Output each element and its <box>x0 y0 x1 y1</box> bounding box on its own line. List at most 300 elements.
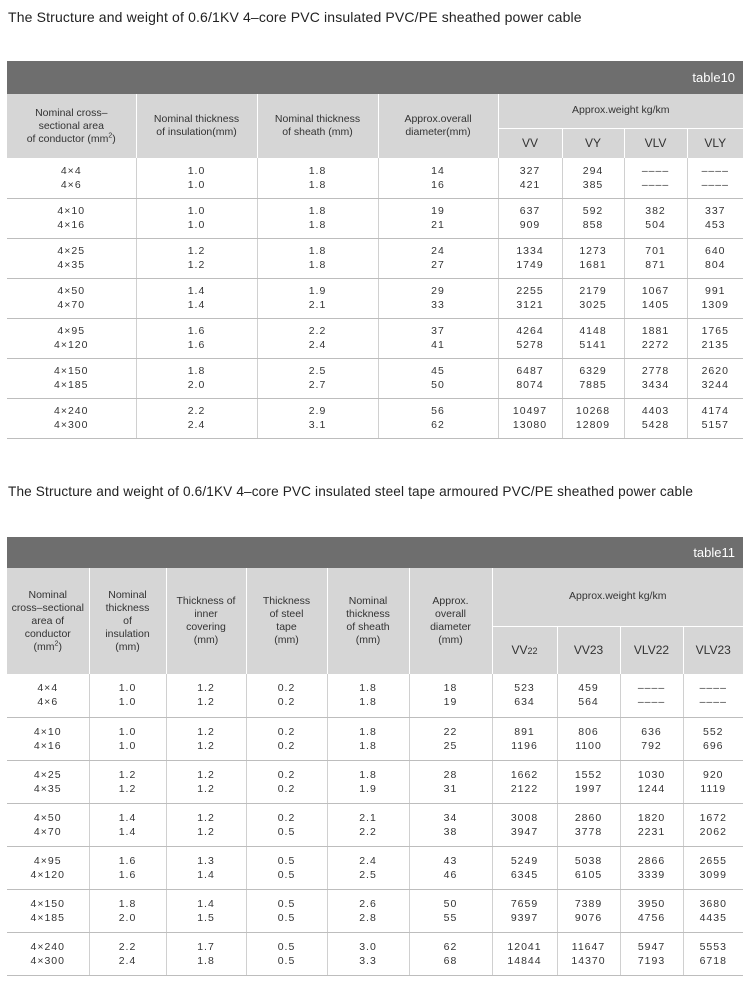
cell-value: 1.6 <box>118 868 137 881</box>
cell-value: 14370 <box>571 954 606 967</box>
cell-value: 0.5 <box>277 897 296 910</box>
header-inner-covering-thickness: Thickness of inner covering (mm) <box>166 568 246 674</box>
cell-dia <box>409 760 492 803</box>
table-row <box>7 803 743 846</box>
cell-value: 3950 <box>637 897 666 910</box>
cell-value: 1681 <box>579 259 607 271</box>
cell-w4 <box>683 674 743 717</box>
cell-value: 3244 <box>701 379 729 391</box>
cell-value: 1.0 <box>118 682 137 695</box>
cell-w3 <box>624 198 687 238</box>
cell-w2 <box>562 358 624 398</box>
cell-value: 4×240 <box>54 405 89 417</box>
cell-value: 7885 <box>579 379 607 391</box>
cell-value: 41 <box>431 339 445 351</box>
cell-value: 1.8 <box>308 219 327 231</box>
cell-ins <box>89 717 166 760</box>
cell-w4 <box>683 846 743 889</box>
cell-value: 28 <box>443 768 458 781</box>
cell-value: 1119 <box>700 782 727 795</box>
cell-tape <box>246 889 327 932</box>
cell-value: 1.8 <box>359 739 377 752</box>
table-row <box>7 760 743 803</box>
table10 <box>7 61 743 439</box>
table11-tag: table11 <box>7 537 743 568</box>
cell-value: 2.4 <box>118 954 137 967</box>
cell-value: 62 <box>443 940 458 953</box>
cell-w1 <box>498 358 562 398</box>
cell-value: 3121 <box>516 299 544 311</box>
cell-size <box>7 398 136 438</box>
cell-value: 4×6 <box>60 178 82 191</box>
cell-value: 2.7 <box>308 379 327 391</box>
cell-sheath <box>327 889 409 932</box>
cell-value: 1244 <box>637 782 666 795</box>
cell-value: 56 <box>431 405 445 417</box>
cell-value: 33 <box>431 299 445 311</box>
cell-value: 29 <box>431 285 445 297</box>
cell-value: 4403 <box>641 405 670 417</box>
cell-value: 1.2 <box>118 768 137 781</box>
cell-value: 0.5 <box>277 954 296 967</box>
cell-value: 0.5 <box>277 825 296 838</box>
cell-value: 5428 <box>641 419 670 431</box>
cell-value: 1.2 <box>197 682 215 695</box>
header-approx-weight: Approx.weight kg/km <box>492 568 743 626</box>
header-weight-vv: VV <box>498 128 562 158</box>
cell-value: 4×240 <box>30 940 65 953</box>
cell-value: 4×120 <box>54 339 89 351</box>
cell-size <box>7 238 136 278</box>
cell-value: 3.1 <box>308 419 327 431</box>
cell-sheath <box>257 158 378 198</box>
cell-value: 637 <box>519 205 541 217</box>
header-steel-tape-thickness: Thickness of steel tape (mm) <box>246 568 327 674</box>
cell-ins <box>136 278 257 318</box>
cell-value: 2272 <box>641 339 670 351</box>
cell-value: 1.0 <box>187 178 206 191</box>
cell-size <box>7 846 89 889</box>
header-weight-vy: VY <box>562 128 624 158</box>
cell-value: 0.2 <box>277 811 296 824</box>
table10-title: The Structure and weight of 0.6/1KV 4–core PVC insulated PVC/PE sheathed power cable <box>8 9 582 25</box>
cell-value: 1.0 <box>118 696 137 709</box>
cell-value: 1.4 <box>187 299 206 311</box>
cell-w4 <box>687 158 743 198</box>
cell-value: –––– <box>637 682 666 695</box>
cell-ins <box>136 158 257 198</box>
cell-value: 1.2 <box>197 739 215 752</box>
cell-value: 2.1 <box>308 299 327 311</box>
table-row <box>7 398 743 438</box>
cell-value: 16 <box>431 178 445 191</box>
cell-value: 2620 <box>701 365 729 377</box>
cell-value: 453 <box>705 219 726 231</box>
header-weight-vv22: VV22 <box>492 626 557 674</box>
cell-value: 891 <box>514 725 535 738</box>
cell-value: 4×4 <box>37 682 59 695</box>
cell-value: 337 <box>705 205 726 217</box>
cell-value: 0.2 <box>277 782 296 795</box>
cell-value: 2.2 <box>308 325 327 337</box>
cell-w3 <box>624 318 687 358</box>
table-row <box>7 846 743 889</box>
cell-w4 <box>683 760 743 803</box>
cell-value: 3099 <box>699 868 727 881</box>
cell-sheath <box>257 238 378 278</box>
cell-w1 <box>492 803 557 846</box>
cell-value: 2.2 <box>359 825 377 838</box>
cell-value: 1.8 <box>359 682 377 695</box>
cell-value: 2.0 <box>118 911 137 924</box>
header-sheath-thickness: Nominal thickness of sheath (mm) <box>327 568 409 674</box>
cell-ins <box>89 674 166 717</box>
cell-value: 5038 <box>574 854 603 867</box>
cell-value: 0.2 <box>277 739 296 752</box>
cell-w1 <box>498 158 562 198</box>
cell-value: 804 <box>705 259 726 271</box>
cell-value: 1.0 <box>187 164 206 177</box>
cell-w4 <box>683 889 743 932</box>
cell-value: 4×120 <box>30 868 65 881</box>
cell-inner <box>166 674 246 717</box>
cell-w4 <box>687 398 743 438</box>
cell-value: 0.2 <box>277 725 296 738</box>
cell-w2 <box>562 398 624 438</box>
cell-value: 2.4 <box>359 854 377 867</box>
cell-value: 2122 <box>510 782 539 795</box>
cell-value: 858 <box>582 219 604 231</box>
cell-value: 1.8 <box>118 897 137 910</box>
cell-value: 1030 <box>637 768 666 781</box>
cell-value: 909 <box>519 219 541 231</box>
cell-value: 1.0 <box>118 725 137 738</box>
cell-sheath <box>257 358 378 398</box>
header-weight-vlv: VLV <box>624 128 687 158</box>
cell-value: 0.5 <box>277 854 296 867</box>
cell-value: 4×50 <box>33 811 62 824</box>
cell-value: 3025 <box>579 299 607 311</box>
cell-value: 1.6 <box>187 325 206 337</box>
cell-tape <box>246 803 327 846</box>
cell-value: 43 <box>443 854 458 867</box>
table-row <box>7 238 743 278</box>
cell-value: 1.6 <box>187 339 206 351</box>
cell-value: 634 <box>514 696 535 709</box>
cell-value: 1.0 <box>118 739 137 752</box>
cell-dia <box>378 398 498 438</box>
cell-sheath <box>257 198 378 238</box>
cell-value: 2.8 <box>359 911 377 924</box>
table-row <box>7 318 743 358</box>
cell-tape <box>246 932 327 975</box>
cell-value: 37 <box>431 325 445 337</box>
cell-value: 1405 <box>641 299 670 311</box>
cell-value: 636 <box>641 725 662 738</box>
cell-size <box>7 760 89 803</box>
header-insulation-thickness: Nominal thickness of insulation (mm) <box>89 568 166 674</box>
cell-w1 <box>492 674 557 717</box>
cell-value: 1.8 <box>308 259 327 271</box>
cell-value: 4×300 <box>30 954 65 967</box>
cell-value: 5249 <box>510 854 539 867</box>
cell-value: 421 <box>519 178 541 191</box>
cell-value: 696 <box>702 739 724 752</box>
cell-w3 <box>620 760 683 803</box>
cell-value: 1.2 <box>197 725 215 738</box>
cell-value: 2179 <box>579 285 607 297</box>
cell-w4 <box>683 803 743 846</box>
cell-value: 1997 <box>574 782 603 795</box>
cell-w1 <box>492 889 557 932</box>
cell-value: 3008 <box>510 811 539 824</box>
cell-w4 <box>683 932 743 975</box>
cell-value: 45 <box>431 365 445 377</box>
cell-value: 792 <box>641 739 662 752</box>
cell-tape <box>246 717 327 760</box>
cell-value: –––– <box>641 178 670 191</box>
cell-value: 9397 <box>510 911 539 924</box>
cell-value: 12809 <box>575 419 611 431</box>
cell-value: 1.7 <box>197 940 215 953</box>
cell-value: 0.2 <box>277 768 296 781</box>
cell-value: 27 <box>431 259 445 271</box>
cell-value: 62 <box>431 419 445 431</box>
cell-w1 <box>498 198 562 238</box>
cell-value: 2.4 <box>187 419 206 431</box>
cell-value: 1100 <box>575 739 602 752</box>
cell-value: 25 <box>443 739 458 752</box>
table-row <box>7 158 743 198</box>
cell-w1 <box>498 278 562 318</box>
header-weight-vly: VLY <box>687 128 743 158</box>
cell-size <box>7 803 89 846</box>
cell-value: 2255 <box>516 285 544 297</box>
table-row <box>7 889 743 932</box>
header-insulation-thickness: Nominal thickness of insulation(mm) <box>136 94 257 158</box>
cell-value: 1.6 <box>118 854 137 867</box>
cell-value: 6105 <box>574 868 603 881</box>
cell-value: 1.4 <box>197 897 215 910</box>
cell-value: 10497 <box>512 405 548 417</box>
cell-value: 19 <box>443 696 458 709</box>
cell-ins <box>136 318 257 358</box>
cell-w2 <box>557 760 620 803</box>
cell-value: 6329 <box>579 365 607 377</box>
cell-value: 4148 <box>579 325 607 337</box>
cell-value: 4×95 <box>57 325 86 337</box>
cell-value: –––– <box>637 696 666 709</box>
cell-value: 1196 <box>511 739 538 752</box>
cell-value: 1.8 <box>359 696 377 709</box>
cell-value: 4×25 <box>33 768 62 781</box>
cell-value: 4×185 <box>30 911 65 924</box>
cell-value: 3680 <box>699 897 727 910</box>
cell-value: 2.4 <box>308 339 327 351</box>
cell-value: 1.5 <box>197 911 215 924</box>
cell-value: 2.6 <box>359 897 377 910</box>
cell-value: 6718 <box>699 954 727 967</box>
cell-value: 1.9 <box>359 782 377 795</box>
cell-value: 4×25 <box>57 245 86 257</box>
cell-value: 2860 <box>574 811 603 824</box>
cell-value: 1.8 <box>308 205 327 217</box>
cell-value: –––– <box>701 164 729 177</box>
cell-value: 0.5 <box>277 911 296 924</box>
cell-ins <box>136 198 257 238</box>
cell-w2 <box>562 318 624 358</box>
cell-value: 1309 <box>701 299 729 311</box>
cell-value: 4×4 <box>60 164 82 177</box>
cell-value: 1.4 <box>187 285 206 297</box>
cell-value: 1820 <box>637 811 666 824</box>
cell-value: 592 <box>582 205 604 217</box>
cell-value: 1.2 <box>197 696 215 709</box>
cell-value: 1.8 <box>308 164 327 177</box>
cell-ins <box>89 846 166 889</box>
cell-value: –––– <box>641 164 670 177</box>
cell-value: 640 <box>705 245 726 257</box>
cell-inner <box>166 760 246 803</box>
cell-value: –––– <box>699 696 727 709</box>
cell-w2 <box>557 889 620 932</box>
cell-value: 2.2 <box>118 940 137 953</box>
cell-value: 806 <box>578 725 599 738</box>
cell-value: 327 <box>519 164 541 177</box>
cell-value: 12041 <box>507 940 542 953</box>
cell-value: 3434 <box>641 379 670 391</box>
table10-tag: table10 <box>7 61 743 94</box>
cell-value: 2.2 <box>187 405 206 417</box>
cell-value: 24 <box>431 245 445 257</box>
cell-value: 4×95 <box>33 854 62 867</box>
cell-value: 1.2 <box>187 245 206 257</box>
cell-value: 2866 <box>637 854 666 867</box>
cell-value: 7193 <box>637 954 666 967</box>
cell-dia <box>378 278 498 318</box>
cell-value: 2.5 <box>359 868 377 881</box>
cell-value: 1.2 <box>197 825 215 838</box>
cell-value: 55 <box>443 911 458 924</box>
cell-value: 5141 <box>579 339 607 351</box>
table-row <box>7 278 743 318</box>
cell-value: 5157 <box>701 419 729 431</box>
cell-w2 <box>557 674 620 717</box>
cell-value: 4435 <box>699 911 727 924</box>
cell-w3 <box>624 278 687 318</box>
cell-dia <box>378 198 498 238</box>
cell-w3 <box>620 889 683 932</box>
cell-value: 4×10 <box>33 725 62 738</box>
cell-value: 1.2 <box>197 811 215 824</box>
cell-value: 4×185 <box>54 379 89 391</box>
table-row <box>7 674 743 717</box>
cell-w1 <box>498 238 562 278</box>
cell-value: 991 <box>705 285 726 297</box>
cell-ins <box>136 238 257 278</box>
cell-value: 1.9 <box>308 285 327 297</box>
cell-value: 50 <box>443 897 458 910</box>
cell-value: 1.2 <box>118 782 137 795</box>
cell-value: 5947 <box>637 940 666 953</box>
cell-value: 1.8 <box>187 365 206 377</box>
cell-size <box>7 158 136 198</box>
cell-inner <box>166 889 246 932</box>
cell-value: 1273 <box>579 245 607 257</box>
cell-w3 <box>620 803 683 846</box>
cell-value: 31 <box>443 782 458 795</box>
cell-sheath <box>327 717 409 760</box>
table-row <box>7 717 743 760</box>
cell-value: 701 <box>645 245 666 257</box>
cell-value: 871 <box>645 259 666 271</box>
cell-sheath <box>257 398 378 438</box>
cell-value: 4×16 <box>57 219 86 231</box>
cell-sheath <box>327 846 409 889</box>
cell-tape <box>246 674 327 717</box>
cell-value: 68 <box>443 954 458 967</box>
cell-w2 <box>557 846 620 889</box>
cell-value: 1552 <box>574 768 603 781</box>
cell-w3 <box>620 846 683 889</box>
cell-value: 4×150 <box>30 897 65 910</box>
cell-dia <box>409 932 492 975</box>
cell-value: 0.5 <box>277 940 296 953</box>
cell-value: 920 <box>702 768 724 781</box>
cell-value: 21 <box>431 219 445 231</box>
cell-value: 1662 <box>510 768 539 781</box>
cell-w2 <box>562 238 624 278</box>
cell-value: 2.1 <box>359 811 377 824</box>
cell-value: 1.4 <box>118 825 137 838</box>
cell-value: 1.8 <box>359 768 377 781</box>
cell-value: 1.2 <box>187 259 206 271</box>
header-weight-vlv22: VLV22 <box>620 626 683 674</box>
cell-value: 14 <box>431 164 445 177</box>
cell-value: 22 <box>443 725 458 738</box>
cell-size <box>7 198 136 238</box>
cell-dia <box>378 358 498 398</box>
cell-w4 <box>687 198 743 238</box>
cell-value: 4×10 <box>57 205 86 217</box>
table-row <box>7 932 743 975</box>
cell-value: 38 <box>443 825 458 838</box>
cell-dia <box>378 238 498 278</box>
cell-value: 2778 <box>641 365 670 377</box>
cell-tape <box>246 846 327 889</box>
cell-inner <box>166 846 246 889</box>
cell-dia <box>378 318 498 358</box>
cell-value: 382 <box>645 205 666 217</box>
cell-value: –––– <box>699 682 727 695</box>
cell-value: 1067 <box>641 285 670 297</box>
cell-ins <box>136 398 257 438</box>
cell-value: 3339 <box>637 868 666 881</box>
cell-value: 6487 <box>516 365 544 377</box>
cell-value: 4×50 <box>57 285 86 297</box>
cell-tape <box>246 760 327 803</box>
cell-w1 <box>492 846 557 889</box>
cell-w2 <box>562 278 624 318</box>
cell-value: 2062 <box>699 825 727 838</box>
cell-value: 9076 <box>574 911 603 924</box>
cell-value: 552 <box>702 725 724 738</box>
cell-w3 <box>624 158 687 198</box>
header-overall-diameter: Approx. overall diameter (mm) <box>409 568 492 674</box>
cell-value: 0.2 <box>277 682 296 695</box>
cell-value: 504 <box>645 219 666 231</box>
cell-value: 11647 <box>571 940 606 953</box>
